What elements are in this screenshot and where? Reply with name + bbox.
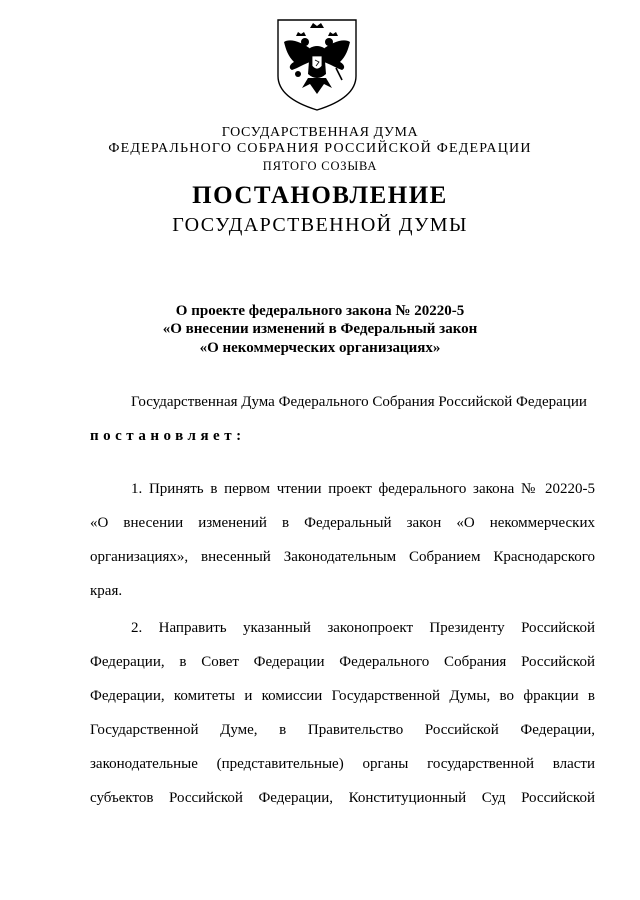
p1-line-1: 1. Принять в первом чтении проект федерального закона № 20220-5 xyxy=(131,481,595,497)
subject-line-3: «О некоммерческих организациях» xyxy=(199,340,441,356)
preamble: Государственная Дума Федерального Собрания Российской Федерации xyxy=(131,394,587,410)
p2-line-5: законодательные (представительные) органы государственной власти xyxy=(90,756,595,772)
issuer-line-1: ГОСУДАРСТВЕННАЯ ДУМА xyxy=(221,125,419,140)
document-title: ПОСТАНОВЛЕНИЕ xyxy=(192,182,448,209)
p1-line-3: организациях», внесенный Законодательным Собранием Краснодарского xyxy=(90,549,595,565)
p2-line-4: Государственной Думе, в Правительство Российской Федерации, xyxy=(90,722,595,738)
p2-line-3: Федерации, комитеты и комиссии Государственной Думы, во фракции в xyxy=(90,688,595,704)
p2-line-1: 2. Направить указанный законопроект Президенту Российской xyxy=(131,620,595,636)
subject-line-2: «О внесении изменений в Федеральный закон xyxy=(162,321,478,337)
p2-line-2: Федерации, в Совет Федерации Федерального Собрания Российской xyxy=(90,654,595,670)
decree-verb: постановляет: xyxy=(90,428,246,444)
p2-line-6: субъектов Российской Федерации, Конституционный Суд Российской xyxy=(90,790,595,806)
coat-of-arms-emblem xyxy=(272,16,362,112)
issuer-line-2: ФЕДЕРАЛЬНОГО СОБРАНИЯ РОССИЙСКОЙ ФЕДЕРАЦИИ xyxy=(108,141,532,156)
subject-line-1: О проекте федерального закона № 20220-5 xyxy=(175,303,465,319)
p1-line-4: края. xyxy=(90,583,123,599)
p1-line-2: «О внесении изменений в Федеральный закон «О некоммерческих xyxy=(90,515,595,531)
issuer-line-3: ПЯТОГО СОЗЫВА xyxy=(262,159,378,173)
document-subtitle: ГОСУДАРСТВЕННОЙ ДУМЫ xyxy=(172,214,468,236)
